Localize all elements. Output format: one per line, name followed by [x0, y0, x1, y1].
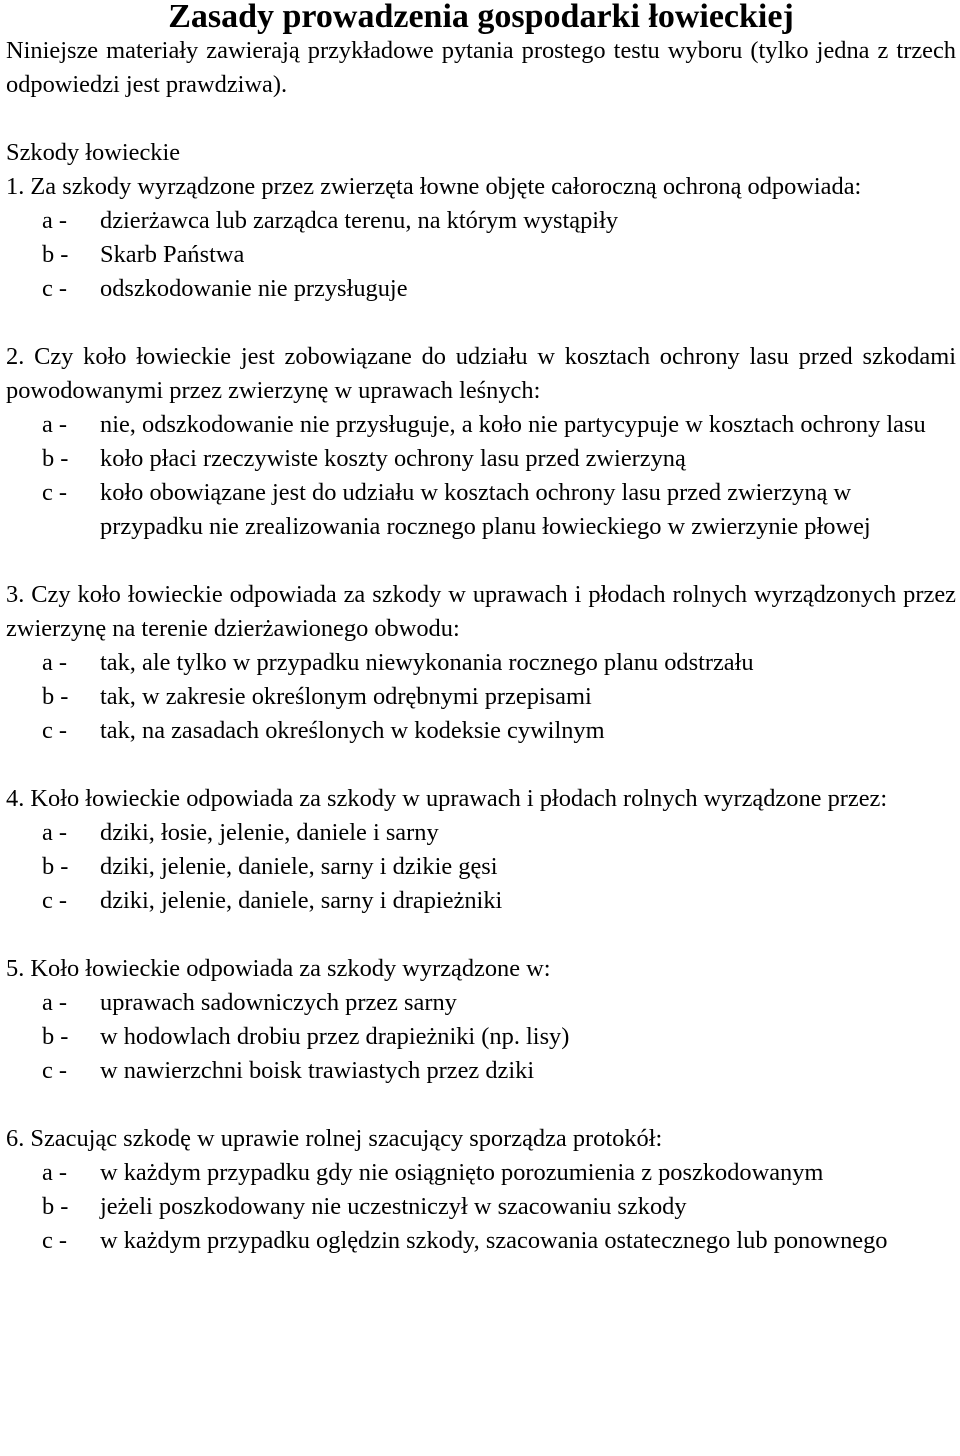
answer-text: dziki, jelenie, daniele, sarny i drapieżniki	[100, 887, 503, 914]
answer-text: nie, odszkodowanie nie przysługuje, a koło nie partycypuje w kosztach ochrony lasu	[100, 411, 926, 438]
answer-letter: c -	[42, 1227, 68, 1254]
answer-letter: c -	[42, 275, 68, 302]
answer-text: tak, w zakresie określonym odrębnymi przepisami	[100, 683, 592, 710]
answer-text: dzierżawca lub zarządca terenu, na którym wystąpiły	[100, 207, 619, 234]
answer-option	[6, 1156, 956, 1190]
answer-letter: b -	[42, 683, 69, 710]
answer-option	[6, 884, 956, 918]
answer-text: w każdym przypadku gdy nie osiągnięto porozumienia z poszkodowanym	[100, 1159, 824, 1186]
answer-option	[6, 238, 956, 272]
answer-letter: b -	[42, 1023, 69, 1050]
question-text	[6, 578, 956, 646]
answer-letter: a -	[42, 207, 68, 234]
answer-option	[6, 646, 956, 680]
answer-text: jeżeli poszkodowany nie uczestniczył w szacowaniu szkody	[100, 1193, 687, 1220]
answer-text: tak, ale tylko w przypadku niewykonania rocznego planu odstrzału	[100, 649, 754, 676]
answer-letter: b -	[42, 445, 69, 472]
intro-paragraph: Niniejsze materiały zawierają przykładowe pytania prostego testu wyboru (tylko jedna z trzech odpowiedzi jest prawdziwa).	[6, 37, 956, 98]
document-title: Zasady prowadzenia gospodarki łowieckiej	[168, 0, 794, 35]
question-number: 3.	[6, 581, 25, 608]
document-page	[6, 0, 956, 1258]
answer-option	[6, 850, 956, 884]
answer-letter: c -	[42, 717, 68, 744]
question-number: 1.	[6, 173, 25, 200]
answer-text: dziki, łosie, jelenie, daniele i sarny	[100, 819, 439, 846]
answer-option	[6, 680, 956, 714]
answer-option	[6, 816, 956, 850]
answer-text: w każdym przypadku oględzin szkody, szacowania ostatecznego lub ponownego	[100, 1227, 888, 1254]
question-block	[6, 782, 956, 952]
answer-text: uprawach sadowniczych przez sarny	[100, 989, 457, 1016]
question-label: Szacując szkodę w uprawie rolnej szacujący sporządza protokół:	[30, 1125, 663, 1152]
question-label: Czy koło łowieckie jest zobowiązane do udziału w kosztach ochrony lasu przed szkodami powodowanymi przez zwierzynę w uprawach leśnych:	[6, 343, 956, 404]
spacer	[6, 544, 956, 578]
answer-letter: a -	[42, 1159, 68, 1186]
answer-letter: c -	[42, 887, 68, 914]
answer-letter: b -	[42, 241, 69, 268]
question-label: Koło łowieckie odpowiada za szkody w uprawach i płodach rolnych wyrządzone przez:	[30, 785, 888, 812]
question-list	[6, 170, 956, 1258]
spacer	[6, 102, 956, 136]
answer-letter: a -	[42, 989, 68, 1016]
answer-text: Skarb Państwa	[100, 241, 245, 268]
answer-text: w hodowlach drobiu przez drapieżniki (np. lisy)	[100, 1023, 570, 1050]
answer-option	[6, 1224, 956, 1258]
answer-text: koło obowiązane jest do udziału w kosztach ochrony lasu przed zwierzyną w przypadku nie zrealizowania rocznego planu łowieckiego w zwierzynie płowej	[100, 479, 871, 540]
spacer	[6, 1088, 956, 1122]
question-number: 2.	[6, 343, 25, 370]
answer-option	[6, 442, 956, 476]
answer-option	[6, 1190, 956, 1224]
question-block	[6, 1122, 956, 1258]
answer-option	[6, 272, 956, 306]
question-text	[6, 1122, 956, 1156]
answer-letter: c -	[42, 479, 68, 506]
answer-text: odszkodowanie nie przysługuje	[100, 275, 408, 302]
answer-option	[6, 408, 956, 442]
question-text	[6, 340, 956, 408]
question-number: 6.	[6, 1125, 25, 1152]
answer-letter: b -	[42, 1193, 69, 1220]
answer-option	[6, 986, 956, 1020]
answer-option	[6, 204, 956, 238]
question-block	[6, 578, 956, 782]
question-label: Koło łowieckie odpowiada za szkody wyrządzone w:	[30, 955, 551, 982]
answer-text: tak, na zasadach określonych w kodeksie cywilnym	[100, 717, 605, 744]
question-text	[6, 952, 956, 986]
answer-letter: c -	[42, 1057, 68, 1084]
answer-option	[6, 1054, 956, 1088]
answer-letter: a -	[42, 411, 68, 438]
spacer	[6, 748, 956, 782]
question-text	[6, 170, 956, 204]
question-block	[6, 170, 956, 340]
question-block	[6, 340, 956, 578]
question-label: Za szkody wyrządzone przez zwierzęta łowne objęte całoroczną ochroną odpowiada:	[30, 173, 862, 200]
answer-letter: a -	[42, 819, 68, 846]
question-number: 5.	[6, 955, 25, 982]
spacer	[6, 918, 956, 952]
answer-letter: b -	[42, 853, 69, 880]
answer-option	[6, 476, 956, 544]
answer-text: koło płaci rzeczywiste koszty ochrony lasu przed zwierzyną	[100, 445, 686, 472]
answer-text: w nawierzchni boisk trawiastych przez dziki	[100, 1057, 535, 1084]
section-heading: Szkody łowieckie	[6, 139, 181, 166]
answer-letter: a -	[42, 649, 68, 676]
question-block	[6, 952, 956, 1122]
answer-option	[6, 1020, 956, 1054]
spacer	[6, 306, 956, 340]
answer-text: dziki, jelenie, daniele, sarny i dzikie gęsi	[100, 853, 498, 880]
question-number: 4.	[6, 785, 25, 812]
question-text	[6, 782, 956, 816]
question-label: Czy koło łowieckie odpowiada za szkody w uprawach i płodach rolnych wyrządzonych przez zwierzynę na terenie dzierżawionego obwodu:	[6, 581, 956, 642]
answer-option	[6, 714, 956, 748]
